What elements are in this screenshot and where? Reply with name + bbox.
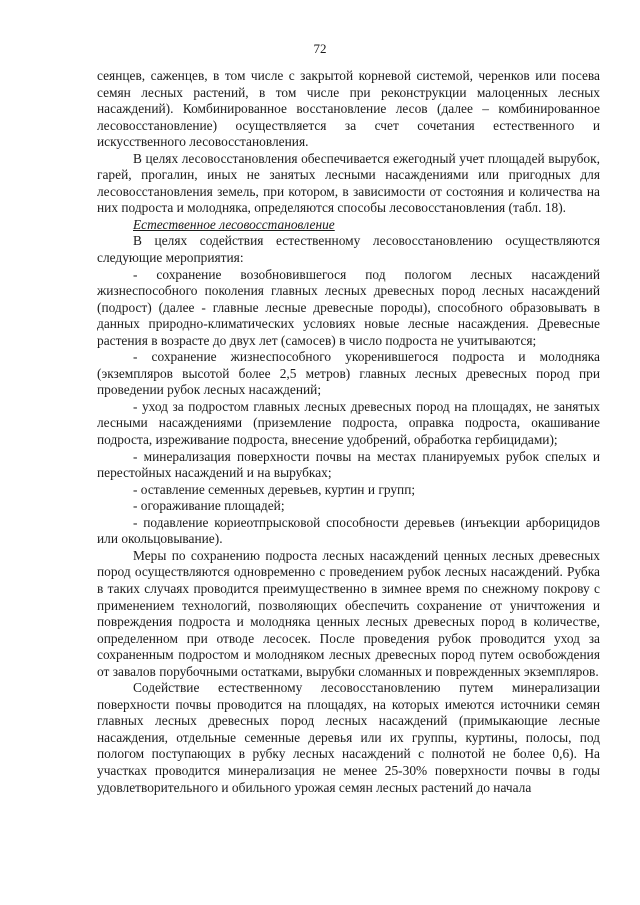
paragraph: В целях лесовосстановления обеспечивается ежегодный учет площадей вырубок, гарей, прогалин, иных не занятых лесными насаждениями или пригодных для лесовосстановления земель, при котором, в зависимости от состояния и количества на них подроста и молодняка, определяются способы лесовосстановления (табл. 18). bbox=[97, 150, 600, 216]
section-heading: Естественное лесовосстановление bbox=[133, 216, 335, 232]
list-item: - минерализация поверхности почвы на местах планируемых рубок спелых и перестойных насаждений и на вырубках; bbox=[97, 448, 600, 481]
list-item: - подавление кориеотпрысковой способности деревьев (инъекции арборицидов или окольцовывание). bbox=[97, 514, 600, 547]
list-item: - огораживание площадей; bbox=[133, 498, 285, 514]
page-number: 72 bbox=[313, 41, 327, 56]
paragraph: Меры по сохранению подроста лесных насаждений ценных лесных древесных пород осуществляются одновременно с проведением рубок лесных насаждений. Рубка в таких случаях проводится преимущественно в зимнее время по снежному покрову с применением технологий, позволяющих обеспечить сохранение от уничтожения и повреждения подроста и молодняка ценных лесных древесных пород в количестве, определенном при отводе лесосек. После проведения рубок проводится уход за сохраненным подростом и молодняком лесных древесных пород путем освобождения от завалов порубочными остатками, вырубки сломанных и поврежденных экземпляров. bbox=[97, 547, 600, 679]
paragraph: В целях содействия естественному лесовосстановлению осуществляются следующие мероприятия: bbox=[97, 233, 600, 266]
paragraph: Содействие естественному лесовосстановлению путем минерализации поверхности почвы проводится на площадях, на которых имеются источники семян главных лесных древесных пород лесных насаждений (примыкающие лесные насаждения, отдельные семенные деревья или их группы, куртины, полосы, под пологом поступающих в рубку лесных насаждений с полнотой не более 0,6). На участках проводится минерализация не менее 25-30% поверхности почвы в годы удовлетворительного и обильного урожая семян лесных растений до начала bbox=[97, 680, 600, 795]
list-item: - сохранение возобновившегося под пологом лесных насаждений жизнеспособного поколения главных лесных древесных пород лесных насаждений (подрост) (далее - главные лесные древесные породы), способного образовывать в данных природно-климатических условиях новые лесные насаждения. Древесные растения в возрасте до двух лет (самосев) в число подроста не учитываются; bbox=[97, 266, 600, 348]
paragraph: сеянцев, саженцев, в том числе с закрытой корневой системой, черенков или посева семян лесных растений, в том числе при реконструкции малоценных лесных насаждений). Комбинированное восстановление лесов (далее – комбинированное лесовосстановление) осуществляется за счет сочетания естественного и искусственного лесовосстановления. bbox=[97, 68, 600, 150]
list-item: - оставление семенных деревьев, куртин и групп; bbox=[133, 481, 416, 497]
page-body bbox=[97, 68, 600, 796]
list-item: - сохранение жизнеспособного укоренившегося подроста и молодняка (экземпляров высотой более 2,5 метров) главных лесных древесных пород при проведении рубок лесных насаждений; bbox=[97, 349, 600, 398]
list-item: - уход за подростом главных лесных древесных пород на площадях, не занятых лесными насаждениями (приземление подроста, оправка подроста, окашивание подроста, изреживание подроста, внесение удобрений, обработка гербицидами); bbox=[97, 398, 600, 448]
